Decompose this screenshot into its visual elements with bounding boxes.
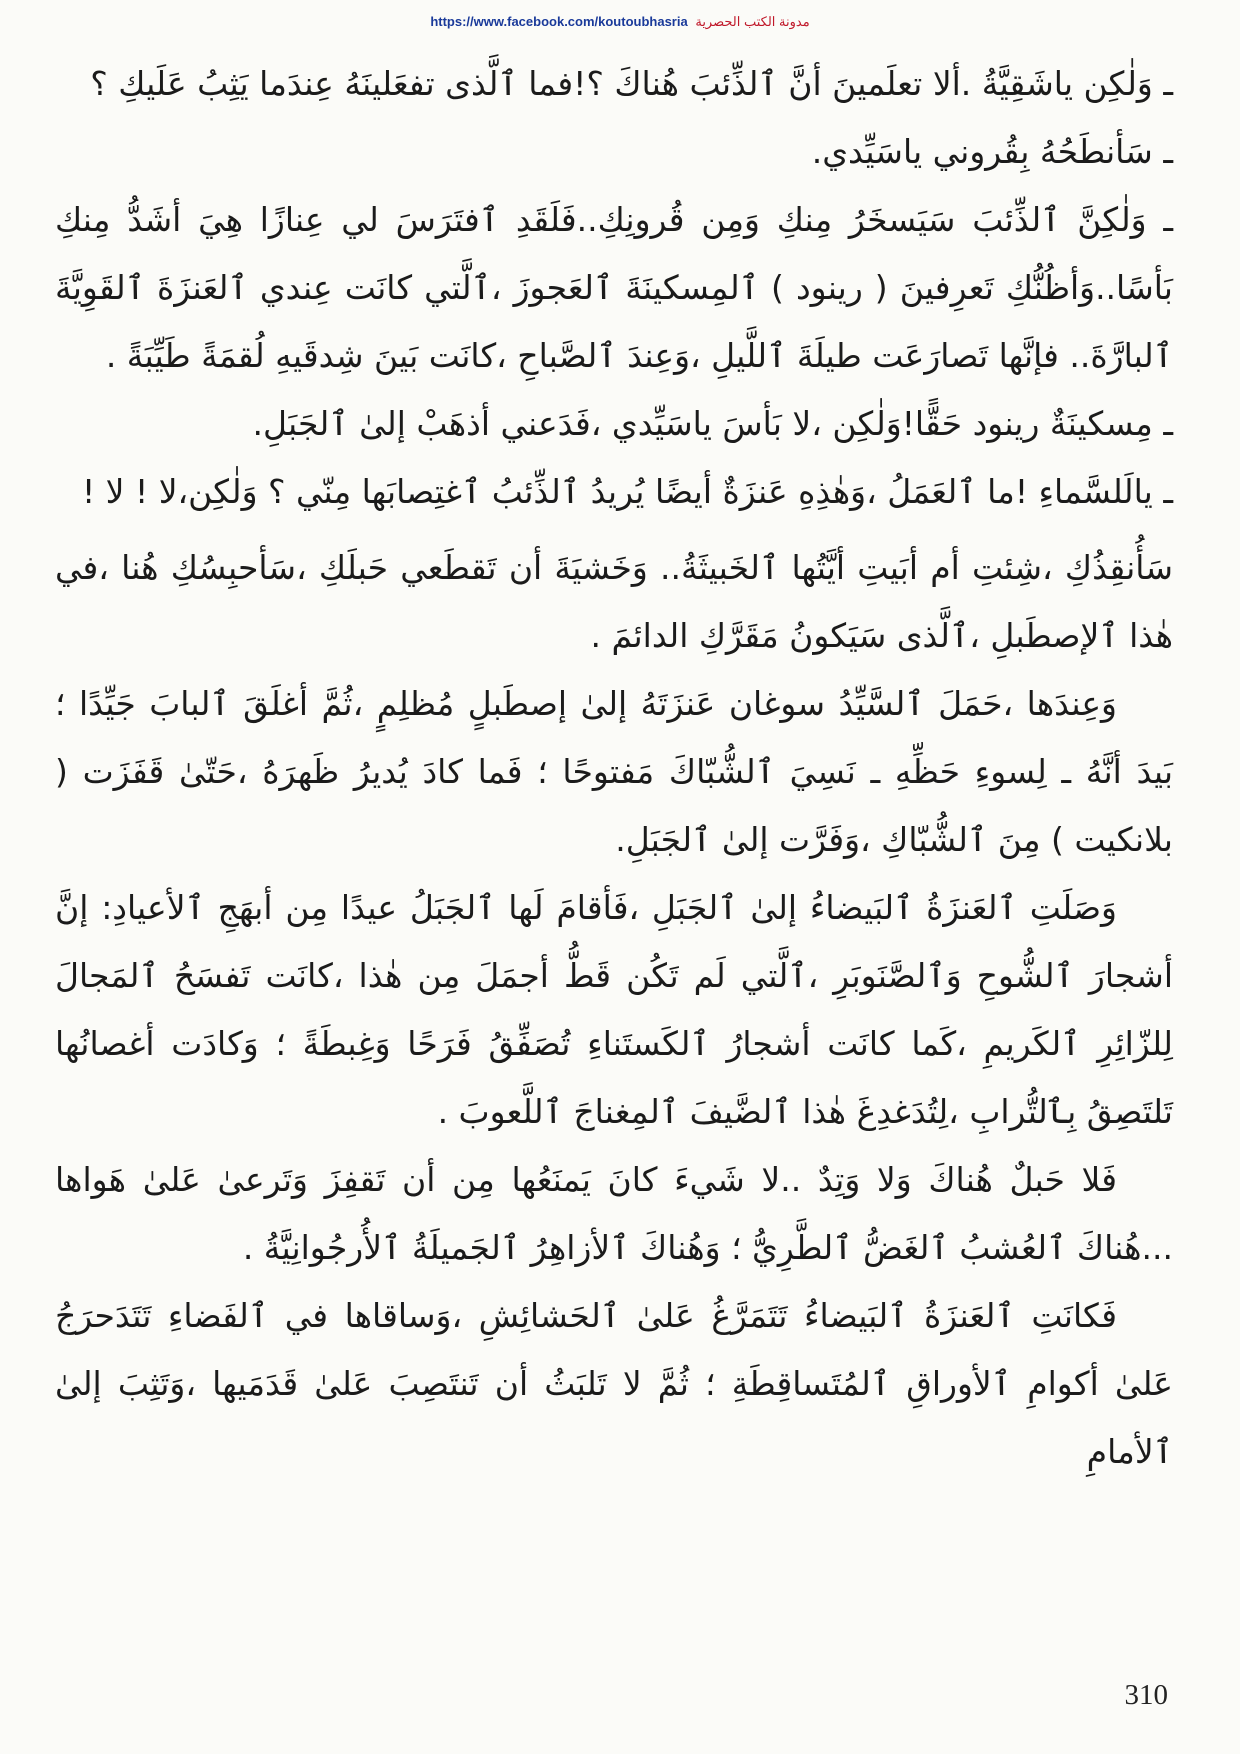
dialogue-line-3: ـ وَلٰكِنَّ ٱلذِّئبَ سَيَسخَرُ مِنكِ وَمِن قُرونِكِ..فَلَقَدِ ٱفتَرَسَ لي عِنازًا هِيَ أشَدُّ مِنكِ بَأسًا..وَأظُنُّكِ تَعرِفينَ ( رينود ) ٱلمِسكينَةَ ٱلعَجوزَ ،ٱلَّتي كانَت عِندي ٱلعَنزَةَ ٱلقَوِيَّةَ ٱلبارَّةَ.. فإنَّها تَصارَعَت طيلَةَ ٱللَّيلِ ،وَعِندَ ٱلصَّباحِ ،كانَت بَينَ شِدقَيهِ لُقمَةً طَيِّبَةً . <box>55 200 1173 375</box>
source-link-header[interactable] <box>0 14 1240 30</box>
dialogue-line-4: ـ مِسكينَةٌ رينود حَقًّا!وَلٰكِن ،لا بَأسَ ياسَيِّدي ،فَدَعني أذهَبْ إلىٰ ٱلجَبَلِ. <box>252 404 1173 443</box>
paragraph-mountain-festival: وَصَلَتِ ٱلعَنزَةُ ٱلبَيضاءُ إلىٰ ٱلجَبَلِ ،فَأقامَ لَها ٱلجَبَلُ عيدًا مِن أبهَجِ ٱلأعيادِ: إنَّ أشجارَ ٱلشُّوحِ وَٱلصَّنَوبَرِ ،ٱلَّتي لَم تَكُن قَطُّ أجمَلَ مِن هٰذا ،كانَت تَفسَحُ ٱلمَجالَ لِلزّائِرِ ٱلكَريمِ ،كَما كانَت أشجارُ ٱلكَستَناءِ تُصَفِّقُ فَرَحًا وَغِبطَةً ؛ وَكادَت أغصانُها تَلتَصِقُ بِٱلتُّرابِ ،لِتُدَغدِغَ هٰذا ٱلضَّيفَ ٱلمِغناجَ ٱللَّعوبَ . <box>55 888 1173 1131</box>
paragraph-escape: وَعِندَها ،حَمَلَ ٱلسَّيِّدُ سوغان عَنزَتَهُ إلىٰ إصطَبلٍ مُظلِمٍ ،ثُمَّ أغلَقَ ٱلبابَ جَيِّدًا ؛بَيدَ أنَّهُ ـ لِسوءِ حَظِّهِ ـ نَسِيَ ٱلشُّبّاكَ مَفتوحًا ؛ فَما كادَ يُديرُ ظَهرَهُ ،حَتّىٰ قَفَزَت ( بلانكيت ) مِنَ ٱلشُّبّاكِ ،وَفَرَّت إلىٰ ٱلجَبَلِ. <box>55 684 1173 859</box>
source-url[interactable]: https://www.facebook.com/koutoubhasria <box>430 14 688 29</box>
blog-name: مدونة الكتب الحصرية <box>695 14 810 29</box>
paragraph-continuation: سَأُنقِذُكِ ،شِئتِ أم أبَيتِ أيَّتُها ٱلخَبيثَةُ.. وَخَشيَةَ أن تَقطَعي حَبلَكِ ،سَأحبِسُكِ هُنا ،في هٰذا ٱلإصطَبلِ ،ٱلَّذى سَيَكونُ مَقَرَّكِ الدائمَ . <box>55 548 1173 655</box>
dialogue-line-2: ـ سَأنطَحُهُ بِقُروني ياسَيِّدي. <box>811 132 1173 171</box>
dialogue-line-5: ـ يالَلسَّماءِ !ما ٱلعَمَلُ ،وَهٰذِهِ عَنزَةٌ أيضًا يُريدُ ٱلذِّئبُ ٱغتِصابَها مِنّي ؟ وَلٰكِن،لا ! لا ! <box>81 472 1173 511</box>
page-number: 310 <box>1124 1679 1168 1711</box>
paragraph-rolling: فَكانَتِ ٱلعَنزَةُ ٱلبَيضاءُ تَتَمَرَّغُ عَلىٰ ٱلحَشائِشِ ،وَساقاها في ٱلفَضاءِ تَتَدَحرَجُ عَلىٰ أكوامِ ٱلأوراقِ ٱلمُتَساقِطَةِ ؛ ثُمَّ لا تَلبَثُ أن تَنتَصِبَ عَلىٰ قَدَمَيها ،وَتَثِبَ إلىٰ ٱلأمامِ <box>55 1296 1173 1471</box>
dialogue-line-1: ـ وَلٰكِن ياشَقِيَّةُ .ألا تعلَمينَ أنَّ ٱلذِّئبَ هُناكَ ؟!فما ٱلَّذى تفعَلينَهُ عِندَما يَثِبُ عَلَيكِ ؟ <box>90 64 1173 103</box>
paragraph-freedom: فَلا حَبلٌ هُناكَ وَلا وَتِدٌ ..لا شَيءَ كانَ يَمنَعُها مِن أن تَقفِزَ وَتَرعىٰ عَلىٰ هَواها ...هُناكَ ٱلعُشبُ ٱلغَضُّ ٱلطَّرِيُّ ؛ وَهُناكَ ٱلأزاهِرُ ٱلجَميلَةُ ٱلأُرجُوانِيَّةُ . <box>55 1160 1173 1267</box>
story-text <box>55 50 1173 1486</box>
